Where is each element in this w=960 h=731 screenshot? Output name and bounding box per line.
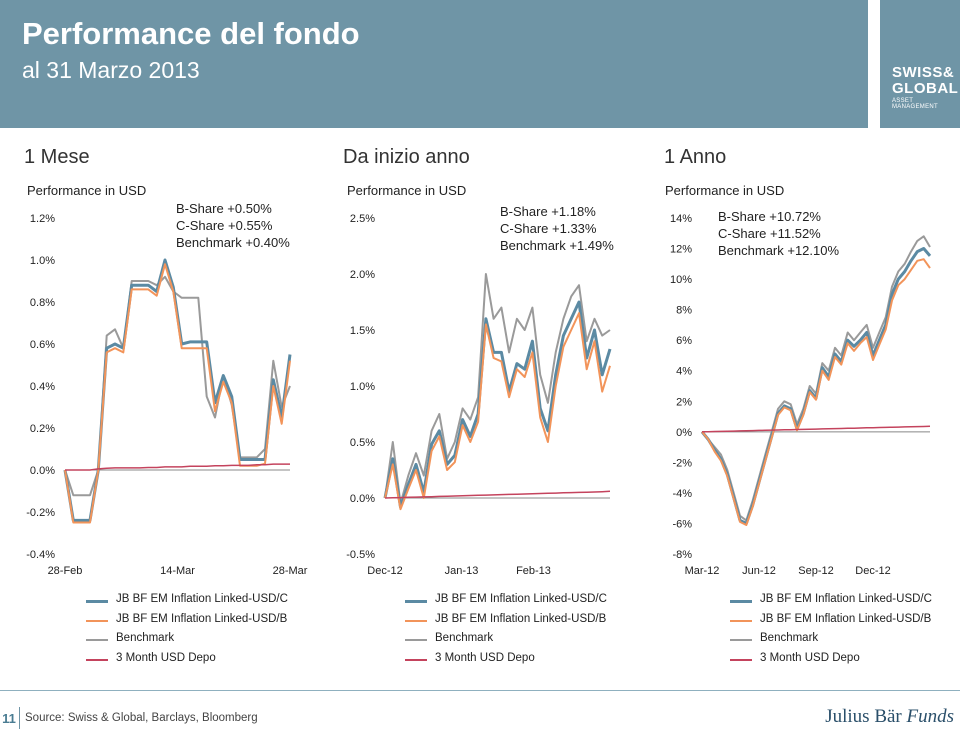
legend-label: JB BF EM Inflation Linked-USD/B <box>116 612 288 625</box>
y-tick-label: 0.0% <box>29 465 55 477</box>
performance-annotation: B-Share +10.72% <box>718 209 821 224</box>
chart-1-year <box>640 176 958 586</box>
legend-label: Benchmark <box>760 632 819 644</box>
legend-swatch <box>730 620 752 622</box>
page-subtitle: al 31 Marzo 2013 <box>22 57 200 83</box>
performance-annotation: C-Share +0.55% <box>176 218 273 233</box>
section-title-1-month: 1 Mese <box>24 146 90 168</box>
legend-item-benchmark <box>405 631 645 651</box>
y-tick-label: 2.5% <box>349 213 375 225</box>
depo-line <box>385 491 610 498</box>
legend-swatch <box>405 620 427 622</box>
page-number: 11 <box>2 711 16 726</box>
page-title: Performance del fondo <box>22 16 360 51</box>
legend-item-depo <box>730 651 960 671</box>
section-title-1-year: 1 Anno <box>664 146 727 168</box>
chart-subtitle: Performance in USD <box>27 183 147 198</box>
logo-line-1: SWISS& <box>892 64 955 81</box>
y-tick-label: 2.0% <box>349 269 375 281</box>
performance-annotation: Benchmark +1.49% <box>500 238 614 253</box>
legend-item-b-share <box>730 612 960 632</box>
y-tick-label: -4% <box>672 487 692 500</box>
legend-swatch <box>730 600 752 603</box>
chart-1-month <box>0 176 318 586</box>
y-tick-label: 0.6% <box>29 339 55 351</box>
legend-item-c-share <box>730 592 960 612</box>
legend-swatch <box>405 639 427 641</box>
legend-label: JB BF EM Inflation Linked-USD/C <box>435 593 607 605</box>
legend-swatch <box>86 600 108 603</box>
y-tick-label: 0.2% <box>29 423 55 435</box>
legend-item-b-share <box>405 612 645 632</box>
legend-label: 3 Month USD Depo <box>116 651 216 664</box>
x-tick-label: 28-Feb <box>47 565 83 577</box>
y-tick-label: 0% <box>676 426 692 439</box>
x-tick-label: Dec-12 <box>855 565 891 577</box>
x-tick-label: 14-Mar <box>160 565 195 577</box>
legend-swatch <box>86 620 108 622</box>
brand-sub: Funds <box>906 706 954 727</box>
y-tick-label: 8% <box>676 304 692 317</box>
y-tick-label: -0.4% <box>26 549 55 561</box>
legend-1-month <box>86 592 326 670</box>
chart-ytd <box>320 176 638 586</box>
y-tick-label: 1.5% <box>349 325 375 337</box>
legend-label: 3 Month USD Depo <box>435 651 535 664</box>
y-tick-label: 4% <box>676 365 692 378</box>
y-tick-label: 14% <box>669 213 692 225</box>
y-tick-label: 1.2% <box>29 213 55 225</box>
legend-item-benchmark <box>86 631 326 651</box>
depo-line <box>702 426 930 432</box>
y-tick-label: -0.5% <box>346 549 375 561</box>
legend-item-b-share <box>86 612 326 632</box>
benchmark-line <box>702 236 930 520</box>
y-tick-label: 0.0% <box>349 493 375 505</box>
y-tick-label: -0.2% <box>26 507 55 519</box>
legend-item-depo <box>405 651 645 671</box>
legend-swatch <box>86 639 108 641</box>
legend-swatch <box>86 659 108 661</box>
chart-subtitle: Performance in USD <box>347 183 467 198</box>
performance-annotation: B-Share +0.50% <box>176 201 272 216</box>
header-banner <box>0 0 868 128</box>
logo-line-2: GLOBAL <box>892 80 959 97</box>
legend-swatch <box>405 600 427 603</box>
y-tick-label: 10% <box>669 274 692 287</box>
legend-label: 3 Month USD Depo <box>760 651 860 664</box>
source-note: Source: Swiss & Global, Barclays, Bloomberg <box>25 712 258 724</box>
company-logo <box>880 0 960 128</box>
performance-annotation: Benchmark +12.10% <box>718 243 840 258</box>
legend-label: JB BF EM Inflation Linked-USD/C <box>760 593 932 605</box>
b-share-line <box>65 264 290 522</box>
legend-swatch <box>730 659 752 661</box>
x-tick-label: Dec-12 <box>367 565 403 577</box>
legend-label: Benchmark <box>435 632 494 644</box>
legend-label: JB BF EM Inflation Linked-USD/B <box>435 612 607 625</box>
performance-annotation: C-Share +1.33% <box>500 221 597 236</box>
section-title-ytd: Da inizio anno <box>343 146 470 168</box>
performance-annotation: C-Share +11.52% <box>718 226 821 241</box>
y-tick-label: 1.0% <box>349 381 375 393</box>
y-tick-label: 2% <box>676 396 692 409</box>
footer-divider <box>0 690 960 691</box>
legend-item-depo <box>86 651 326 671</box>
x-tick-label: Feb-13 <box>516 565 551 577</box>
legend-1-year <box>730 592 960 670</box>
y-tick-label: 0.8% <box>29 297 55 309</box>
page-number-separator <box>19 707 20 729</box>
brand-main: Julius Bär <box>825 706 902 727</box>
legend-label: JB BF EM Inflation Linked-USD/B <box>760 612 932 625</box>
legend-item-c-share <box>405 592 645 612</box>
x-tick-label: Jun-12 <box>742 565 776 577</box>
legend-swatch <box>730 639 752 641</box>
brand-logo <box>825 706 954 728</box>
y-tick-label: 6% <box>676 335 692 348</box>
x-tick-label: Sep-12 <box>798 565 834 577</box>
chart-subtitle: Performance in USD <box>665 183 785 198</box>
y-tick-label: 0.4% <box>29 381 55 393</box>
legend-ytd <box>405 592 645 670</box>
x-tick-label: 28-Mar <box>272 565 308 577</box>
y-tick-label: 12% <box>669 243 692 256</box>
c-share-line <box>65 260 290 520</box>
y-tick-label: -6% <box>672 518 692 531</box>
y-tick-label: -8% <box>672 549 692 561</box>
legend-swatch <box>405 659 427 661</box>
legend-item-c-share <box>86 592 326 612</box>
legend-label: JB BF EM Inflation Linked-USD/C <box>116 593 288 605</box>
b-share-line <box>385 313 610 509</box>
legend-item-benchmark <box>730 631 960 651</box>
x-tick-label: Jan-13 <box>444 565 479 577</box>
performance-annotation: Benchmark +0.40% <box>176 235 290 250</box>
y-tick-label: 1.0% <box>29 255 55 267</box>
performance-annotation: B-Share +1.18% <box>500 204 596 219</box>
y-tick-label: 0.5% <box>349 437 375 449</box>
y-tick-label: -2% <box>672 457 692 470</box>
x-tick-label: Mar-12 <box>684 565 720 577</box>
legend-label: Benchmark <box>116 632 175 644</box>
logo-line-3: ASSET MANAGEMENT <box>892 98 939 110</box>
